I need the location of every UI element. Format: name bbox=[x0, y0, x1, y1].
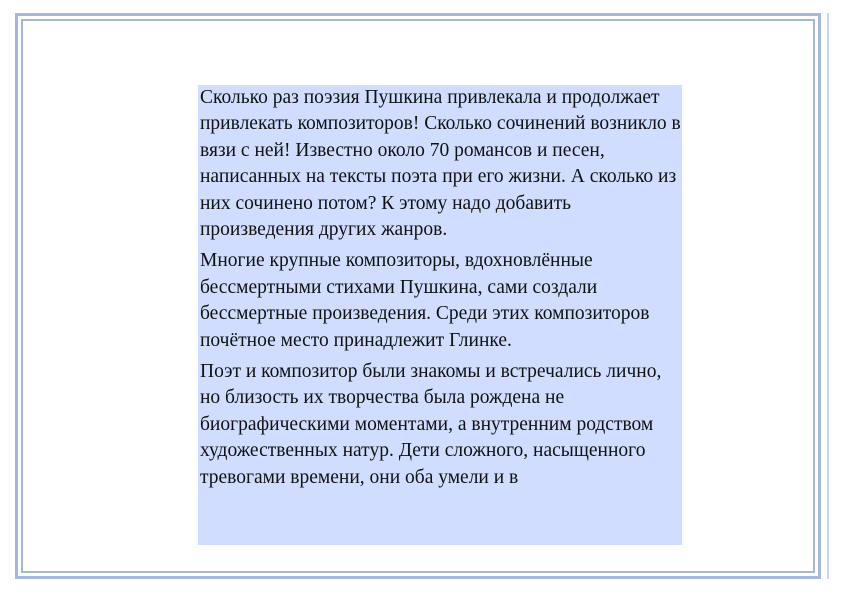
slide-frame-edge bbox=[827, 13, 829, 579]
text-block bbox=[198, 85, 682, 545]
paragraph-1: Сколько раз поэзия Пушкина привлекала и продолжает привлекать композиторов! Сколько сочинений возникло в вязи с ней! Известно около 70 романсов и песен, написанных на тексты поэта при его жизни. А сколько из них сочинено потом? К этому надо добавить произведения других жанров. bbox=[200, 87, 681, 241]
paragraph-3: Поэт и композитор были знакомы и встречались лично, но близость их творчества была рождена не биографическими моментами, а внутренним родством художественных натур. Дети сложного, насыщенного тревогами времени, они оба умели и в bbox=[200, 361, 662, 488]
paragraph-2: Многие крупные композиторы, вдохновлённые бессмертными стихами Пушкина, сами создали бессмертные произведения. Среди этих композиторов почётное место принадлежит Глинке. bbox=[200, 250, 650, 351]
